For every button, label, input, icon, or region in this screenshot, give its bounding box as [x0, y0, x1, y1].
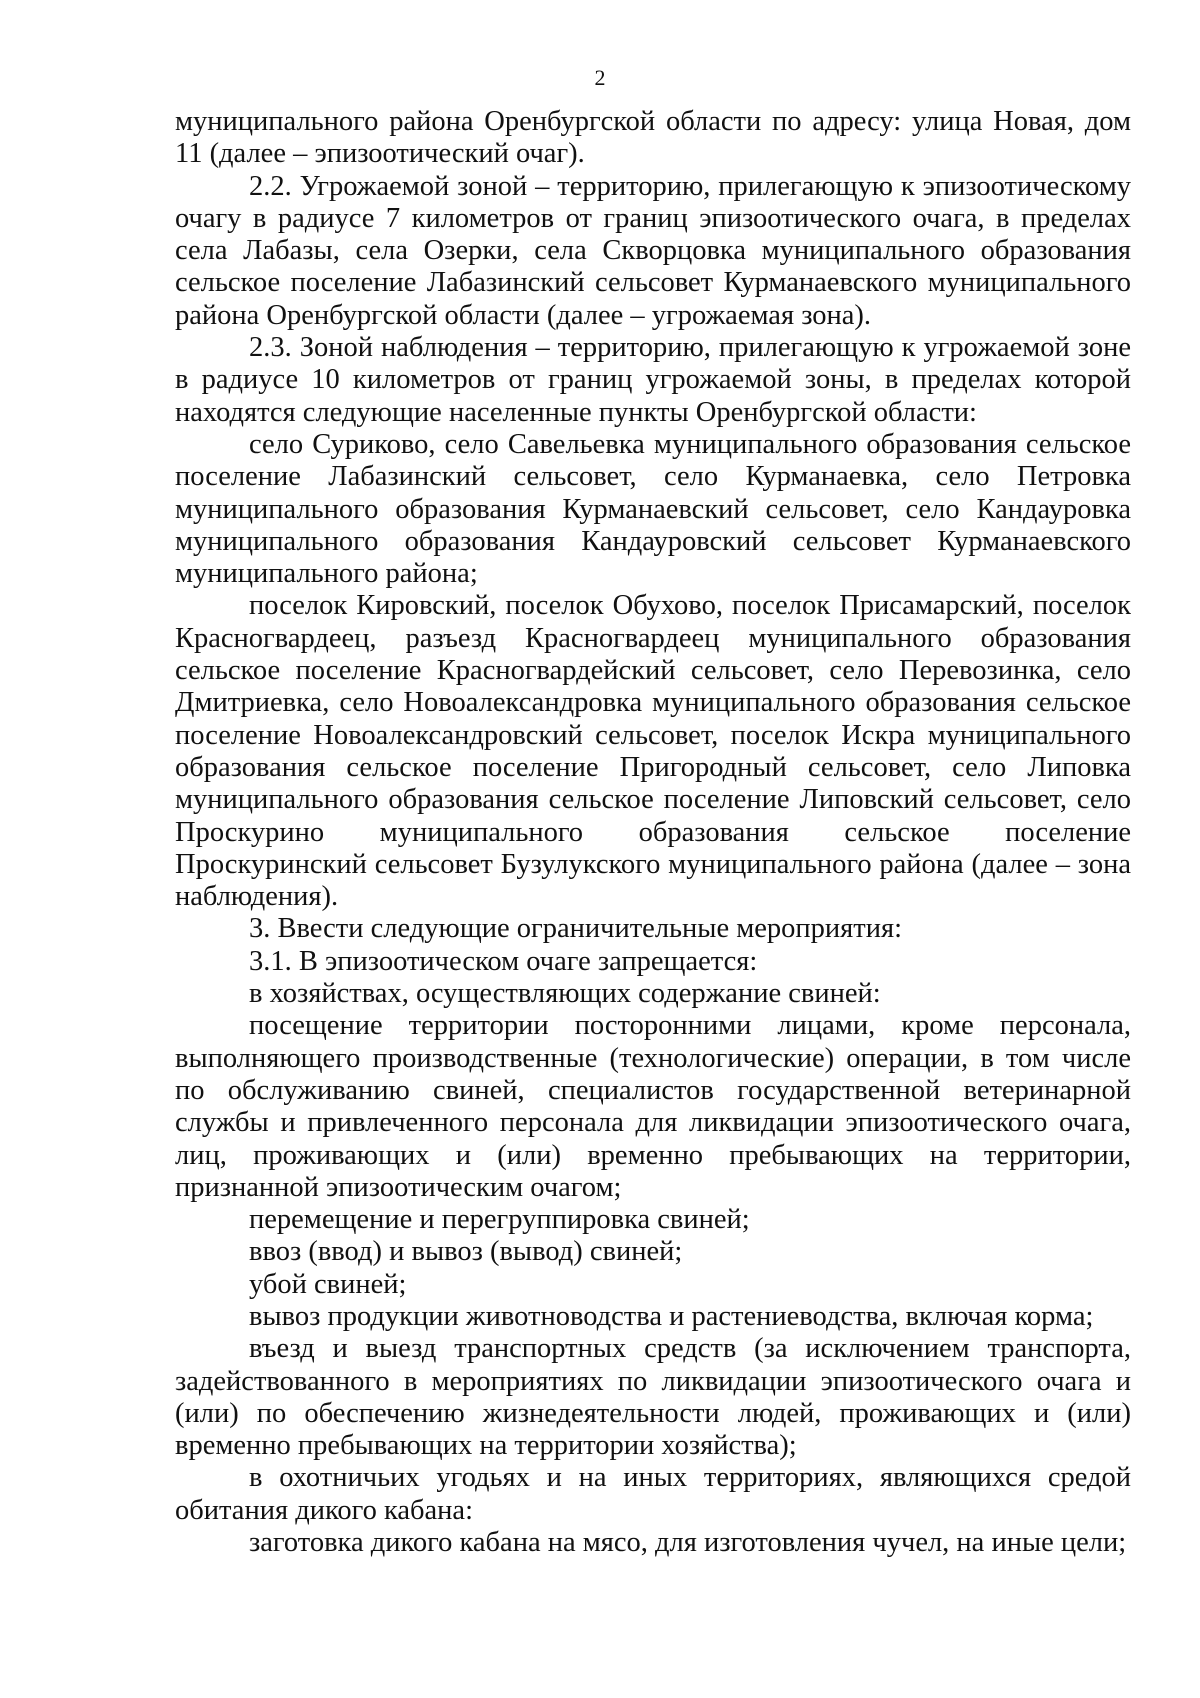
paragraph-pig-farms-heading: в хозяйствах, осуществляющих содержание свиней:	[249, 978, 881, 1010]
paragraph-hunting-grounds-heading: в охотничьих угодьях и на иных территориях, являющихся средой обитания дикого кабана:	[175, 1462, 1131, 1526]
paragraph-2-3-observation-zone: 2.3. Зоной наблюдения – территорию, прилегающую к угрожаемой зоне в радиусе 10 километров от границ угрожаемой зоны, в пределах которой находятся следующие населенные пункты Оренбургской области:	[175, 332, 1131, 428]
list-item-visits: посещение территории посторонними лицами, кроме персонала, выполняющего производственные (технологические) операции, в том числе по обслуживанию свиней, специалистов государственной ветеринарной службы и привлеченного персонала для ликвидации эпизоотического очага, лиц, проживающих и (или) временно пребывающих на территории, признанной эпизоотическим очагом;	[175, 1010, 1131, 1203]
page-number: 2	[594, 65, 606, 90]
list-item-products-removal: вывоз продукции животноводства и растениеводства, включая корма;	[249, 1300, 1094, 1332]
paragraph-kurmanaevsky-settlements: село Суриково, село Савельевка муниципального образования сельское поселение Лабазинский сельсовет, село Курманаевка, село Петровка муниципального образования Курманаевский сельсовет, село Кандауровка муниципального образования Кандауровский сельсовет Курманаевского муниципального района;	[175, 428, 1131, 590]
paragraph-3-restrictive-measures: 3. Ввести следующие ограничительные мероприятия:	[249, 913, 903, 945]
document-body	[175, 106, 1131, 1559]
paragraph-address-continuation: муниципального района Оренбургской области по адресу: улица Новая, дом 11 (далее – эпизоотический очаг).	[175, 106, 1131, 170]
paragraph-buzuluksky-settlements: поселок Кировский, поселок Обухово, поселок Присамарский, поселок Красногвардеец, разъезд Красногвардеец муниципального образования сельское поселение Красногвардейский сельсовет, село Перевозинка, село Дмитриевка, село Новоалександровка муниципального образования сельское поселение Новоалександровский сельсовет, поселок Искра муниципального образования сельское поселение Пригородный сельсовет, село Липовка муниципального образования сельское поселение Липовский сельсовет, село Проскурино муниципального образования сельское поселение Проскуринский сельсовет Бузулукского муниципального района (далее – зона наблюдения).	[175, 590, 1131, 913]
paragraph-2-2-threatened-zone: 2.2. Угрожаемой зоной – территорию, прилегающую к эпизоотическому очагу в радиусе 7 километров от границ эпизоотического очага, в пределах села Лабазы, села Озерки, села Скворцовка муниципального образования сельское поселение Лабазинский сельсовет Курманаевского муниципального района Оренбургской области (далее – угрожаемая зона).	[175, 170, 1131, 331]
list-item-slaughter: убой свиней;	[249, 1268, 407, 1300]
list-item-regrouping: перемещение и перегруппировка свиней;	[249, 1204, 750, 1236]
list-item-vehicles: въезд и выезд транспортных средств (за исключением транспорта, задействованного в мероприятиях по ликвидации эпизоотического очага и (или) по обеспечению жизнедеятельности людей, проживающих и (или) временно пребывающих на территории хозяйства);	[175, 1333, 1131, 1462]
list-item-import-export: ввоз (ввод) и вывоз (вывод) свиней;	[249, 1236, 683, 1268]
paragraph-3-1-focus-prohibitions: 3.1. В эпизоотическом очаге запрещается:	[249, 945, 758, 977]
list-item-wild-boar-harvest: заготовка дикого кабана на мясо, для изготовления чучел, на иные цели;	[249, 1527, 1127, 1559]
